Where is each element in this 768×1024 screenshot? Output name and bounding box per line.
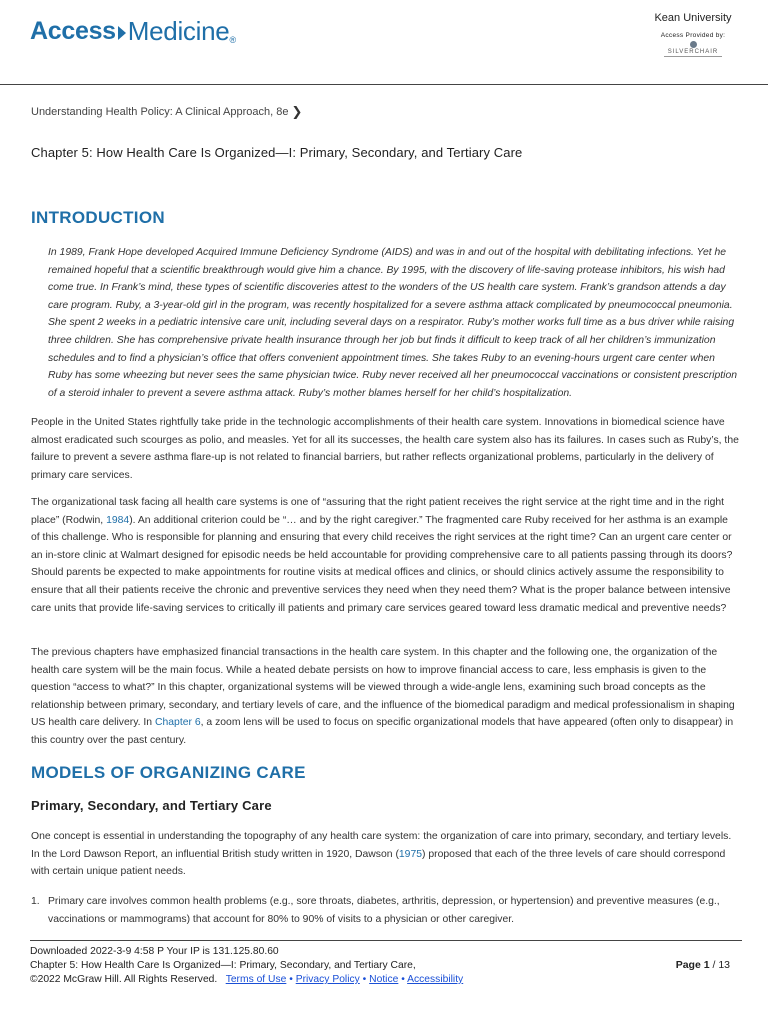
terms-of-use-link[interactable]: Terms of Use	[225, 974, 287, 985]
list-item	[31, 893, 739, 928]
chapter-title: Chapter 5: How Health Care Is Organized—I: Primary, Secondary, and Tertiary Care	[31, 145, 523, 160]
subsection-heading-levels-of-care: Primary, Secondary, and Tertiary Care	[31, 798, 272, 813]
footer-legal-row	[30, 973, 742, 987]
page-total: / 13	[712, 959, 730, 971]
citation-link-1975[interactable]: 1975	[398, 848, 423, 860]
paragraph-4-text-a: One concept is essential in understanding the topography of any health care system: the organization of care into primary, secondary, and tertiary levels. In the Lord Dawson Report, an influential British study written in 1920, Dawson (	[31, 831, 732, 860]
paragraph-4-text-b: ) proposed that each of the three levels of care should correspond with certain unique patient needs.	[31, 848, 726, 878]
accessmedicine-logo[interactable]	[30, 16, 236, 47]
accessibility-link[interactable]: Accessibility	[407, 974, 464, 985]
logo-medicine-text: Medicine	[127, 16, 230, 46]
list-item-text: Primary care involves common health problems (e.g., sore throats, diabetes, arthritis, depression, or hypertension) and preventive measures (e.g., vaccinations or mammograms) that account for 80% to 90% of visits to a physician or other caregiver.	[48, 896, 720, 925]
institution-block	[648, 12, 738, 57]
provider-logo-underline	[664, 56, 722, 57]
footer-bullet: •	[401, 974, 405, 985]
footer-bullet: •	[362, 974, 367, 985]
citation-link-1984[interactable]: 1984	[106, 514, 130, 526]
footer-divider	[30, 940, 742, 941]
paragraph-3-text-a: The previous chapters have emphasized financial transactions in the health care system. In this chapter and the following one, the organization of the health care system will be the main focus. While a heated debate persists on how to improve financial access to care, less emphasis is given to the question “access to what?” In this chapter, organizational systems will be viewed through a wide-angle lens, examining such broad concepts as the relationship between primary, secondary, and tertiary levels of care, and the influence of the biomedical paradigm and medical professionalism in shaping US health care delivery. In	[31, 647, 735, 729]
section-heading-models: MODELS OF ORGANIZING CARE	[31, 763, 306, 782]
logo-chevron-icon	[118, 26, 126, 40]
site-header	[0, 0, 768, 84]
chapter-6-link[interactable]: Chapter 6	[154, 717, 201, 729]
logo-registered-mark: ®	[229, 34, 237, 45]
institution-name: Kean University	[654, 12, 732, 24]
paragraph-4	[31, 828, 739, 881]
header-divider	[0, 84, 768, 85]
page-indicator	[676, 959, 730, 971]
notice-link[interactable]: Notice	[369, 974, 399, 985]
list-item-number: 1.	[31, 896, 40, 907]
logo-access-text: Access	[30, 17, 116, 45]
page-current: 1	[703, 959, 710, 971]
paragraph-2-text-b: ). An additional criterion could be “… and by the right caregiver.” The fragmented care Ruby received for her asthma is an example of this challenge. Who is responsible for planning and ensuring that every child receives the right services at the right time? Can an urgent care center or an in-store clinic at Walmart designed for episodic needs be held accountable for providing comprehensive care to all patients passing through its doors? Should parents be expected to make appointments for routine visits at medical offices and clinics, or should clinics actively assume the responsibility to ensure that all their patients receive the chronic and preventive services they need when they need them? What is the proper balance between intensive care units that provide life-saving services to critically ill patients and primary care services geared toward less dramatic medical and preventive needs?	[31, 514, 733, 614]
paragraph-3-text-b: , a zoom lens will be used to focus on specific organizational models that have appeared (often only to disappear) in this country over the past century.	[31, 717, 734, 746]
paragraph-1: People in the United States rightfully take pride in the technologic accomplishments of their health care system. Innovations in biomedical science have almost eradicated such scourges as polio, and measles. Yet for all its successes, the health care system also has its failures. In cases such as Ruby’s, the failure to prevent a severe asthma flare-up is not related to financial barriers, but rather reflects organizational problems, particularly in the delivery of primary care services.	[31, 417, 739, 481]
privacy-policy-link[interactable]: Privacy Policy	[295, 974, 360, 985]
chevron-right-icon[interactable]: ❯	[291, 104, 303, 119]
footer-copyright: ©2022 McGraw Hill. All Rights Reserved.	[30, 974, 218, 985]
access-provided-label: Access Provided by:	[660, 32, 726, 39]
paragraph-2-text-a: The organizational task facing all health care systems is one of “assuring that the right patient receives the right service at the right time and in the right place” (Rodwin,	[31, 497, 725, 526]
paragraph-2	[31, 494, 739, 617]
breadcrumb[interactable]	[31, 104, 302, 120]
section-heading-introduction: INTRODUCTION	[31, 208, 165, 227]
paragraph-3	[31, 644, 739, 750]
footer-bullet: •	[289, 974, 293, 985]
breadcrumb-book-title[interactable]: Understanding Health Policy: A Clinical Approach, 8e	[31, 106, 289, 118]
page-label: Page	[675, 959, 701, 971]
intro-case-quote: In 1989, Frank Hope developed Acquired Immune Deficiency Syndrome (AIDS) and was in and out of the hospital with debilitating infections. Yet he remained hopeful that a scientific breakthrough would give him a chance. By 1995, with the discovery of life-saving protease inhibitors, his wish had come true. In Frank’s mind, these types of scientific discoveries attest to the wonders of the US health care system. Frank’s grandson attends a day care program. Ruby, a 3-year-old girl in the program, was recently hospitalized for a severe asthma attack complicated by pneumococcal pneumonia. She spent 2 weeks in a pediatric intensive care unit, including several days on a respirator. Ruby’s mother works full time as a bus driver while raising three children. She has comprehensive private health insurance through her job but finds it difficult to keep track of all her children’s immunization schedules and to find a physician’s office that offers convenient appointment times. She takes Ruby to an evening-hours urgent care center when Ruby has some wheezing but never sees the same physician twice. Ruby never received all her pneumococcal vaccinations or consistent prescription of a steroid inhaler to prevent a severe asthma attack. Ruby’s mother blames herself for her child’s hospitalization.	[48, 247, 738, 399]
provider-logo	[648, 41, 738, 57]
page-footer	[30, 945, 742, 987]
footer-chapter-citation: Chapter 5: How Health Care Is Organized—I: Primary, Secondary, and Tertiary Care,	[30, 960, 416, 971]
provider-logo-text: SILVERCHAIR	[667, 49, 719, 55]
footer-download-info: Downloaded 2022-3-9 4:58 P Your IP is 131.125.80.60	[30, 946, 279, 957]
provider-logo-icon	[690, 41, 697, 48]
